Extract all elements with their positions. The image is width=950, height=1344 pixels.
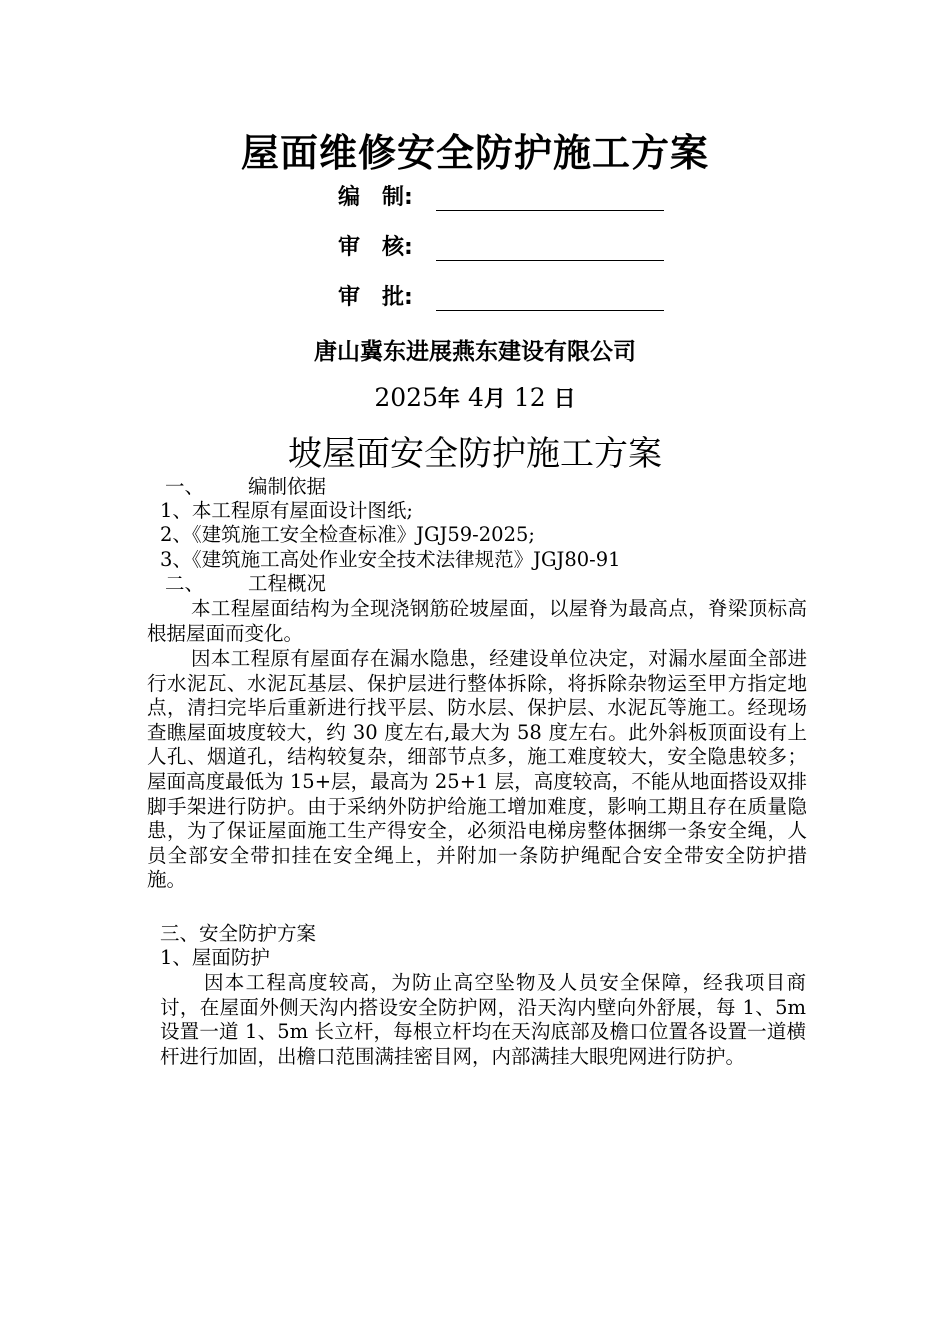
subsection-heading-roof: 1、屋面防护 (160, 946, 270, 969)
overview-paragraph: 本工程屋面结构为全现浇钢筋砼坡屋面，以屋脊为最高点，脊梁顶标高根据屋面而变化。 (147, 597, 807, 645)
signature-row-approved (338, 280, 664, 312)
cover-date: 2025年 4月 12 日 (374, 383, 576, 412)
signature-row-compiled (338, 180, 664, 212)
basis-item: 1、本工程原有屋面设计图纸; (160, 499, 413, 522)
company-name: 唐山冀东进展燕东建设有限公司 (314, 339, 636, 365)
signature-label: 审 批: (338, 285, 413, 310)
document-title: 坡屋面安全防护施工方案 (288, 434, 662, 474)
signature-blank-line (436, 234, 664, 261)
section-heading-protection: 三、安全防护方案 (160, 922, 317, 945)
protection-paragraph: 因本工程高度较高，为防止高空坠物及人员安全保障，经我项目商讨，在屋面外侧天沟内搭设安全防护网，沿天沟内壁向外舒展，每 1、5m 设置一道 1、5m 长立杆，每根立杆均在天沟底部及檐口位置各设置一道横杆进行加固，出檐口范围满挂密目网，内部满挂大眼兜网进行防护。 (160, 971, 806, 1068)
signature-blank-line (436, 284, 664, 311)
basis-item: 2、《建筑施工安全检查标准》JGJ59-2025; (160, 523, 535, 546)
cover-title: 屋面维修安全防护施工方案 (240, 131, 709, 175)
overview-paragraph: 因本工程原有屋面存在漏水隐患，经建设单位决定，对漏水屋面全部进行水泥瓦、水泥瓦基层、保护层进行整体拆除，将拆除杂物运至甲方指定地点，清扫完毕后重新进行找平层、防水层、保护层、水泥瓦等施工。经现场查瞧屋面坡度较大，约 30 度左右,最大为 58 度左右。此外斜板顶面设有上人孔、烟道孔，结构较复杂，细部节点多，施工难度较大，安全隐患较多；屋面高度最低为 15+层，最高为 25+1 层，高度较高，不能从地面搭设双排脚手架进行防护。由于采纳外防护给施工增加难度，影响工期且存在质量隐患，为了保证屋面施工生产得安全，必须沿电梯房整体捆绑一条安全绳，人员全部安全带扣挂在安全绳上，并附加一条防护绳配合安全带安全防护措施。 (147, 647, 807, 892)
basis-item: 3、《建筑施工高处作业安全技术法律规范》JGJ80-91 (160, 548, 621, 571)
signature-label: 审 核: (338, 235, 413, 260)
signature-blank-line (436, 184, 664, 211)
section-heading-basis: 一、 编制依据 (165, 475, 327, 498)
signature-row-reviewed (338, 230, 664, 262)
section-heading-overview: 二、 工程概况 (165, 572, 327, 595)
signature-label: 编 制: (338, 185, 413, 210)
